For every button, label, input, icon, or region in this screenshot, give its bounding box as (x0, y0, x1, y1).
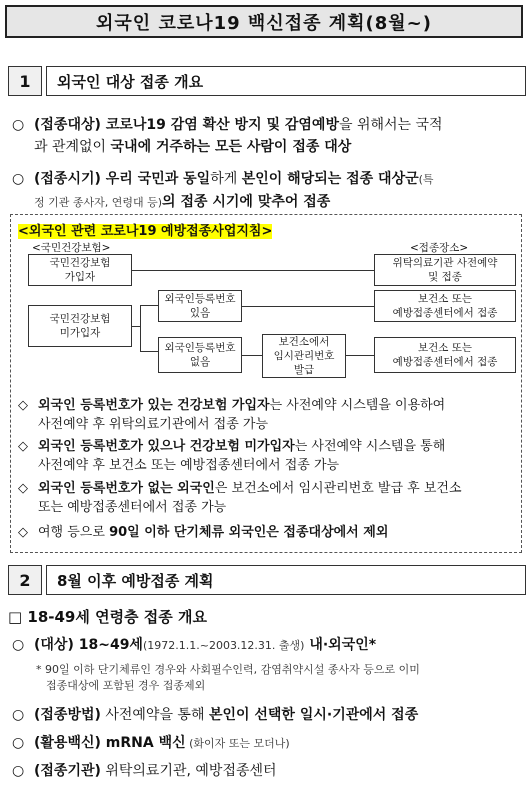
diamond-bullet-icon: ◇ (18, 439, 28, 454)
b2-mid: 사전예약을 통해 (100, 707, 209, 723)
section2-number (8, 565, 42, 595)
note-insured-bold: 외국인 등록번호가 있는 건강보험 가입자 (38, 398, 270, 413)
sub-title-18-49 (8, 606, 207, 627)
bullet-timing-tail: 하게 (210, 171, 242, 187)
bullet-timing-line2bold: 의 접종 시기에 맞추어 접종 (162, 194, 331, 210)
connector-branch (140, 305, 141, 351)
note-no-reg-bold: 외국인 등록번호가 없는 외국인 (38, 481, 215, 496)
bullet-target-line2b: 국내에 거주하는 모든 사람이 접종 대상 (110, 139, 352, 155)
b4-head: (접종기관) (34, 763, 101, 779)
section1-number (8, 66, 42, 96)
circle-bullet-icon: ○ (12, 735, 25, 751)
node-place-center2: 보건소 또는 예방접종센터에서 접종 (374, 337, 516, 373)
note-uninsured-line2: 사전예약 후 보건소 또는 예방접종센터에서 접종 가능 (38, 458, 340, 473)
note-no-reg-rest: 은 보건소에서 임시관리번호 발급 후 보건소 (214, 481, 462, 496)
note-uninsured (18, 437, 523, 475)
diagram-left-header-text: <국민건강보험> (32, 242, 111, 254)
section2-title-text: 8월 이후 예방접종 계획 (57, 571, 214, 590)
b4-rest: 위탁의료기관, 예방접종센터 (100, 763, 277, 779)
b2-head: (접종방법) (34, 707, 101, 723)
b1-bold: 18~49세 (73, 637, 143, 653)
bullet-institution (12, 760, 527, 782)
bullet-target-mid: 코로나19 감염 확산 방지 및 감염예방 (100, 117, 339, 133)
bullet-target-line2a: 과 관계없이 (34, 139, 111, 155)
b1-head: (대상) (34, 637, 74, 653)
section1-title (46, 66, 526, 96)
connector-has-registration (242, 306, 374, 307)
b3-head: (활용백신) (34, 735, 101, 751)
bullet-timing-small: (특 (418, 173, 434, 186)
connector-no-registration (242, 355, 262, 356)
diagram-left-header (32, 240, 110, 255)
bullet-timing (12, 168, 527, 214)
b1-footnote (36, 662, 526, 694)
connector-insured (132, 270, 374, 271)
section1-title-text: 외국인 대상 접종 개요 (57, 72, 204, 91)
guide-title-text: <외국인 관련 코로나19 예방접종사업지침> (18, 224, 273, 239)
note-uninsured-rest: 는 사전예약 시스템을 통해 (294, 439, 446, 454)
circle-bullet-icon: ○ (12, 763, 25, 779)
node-temp-number: 보건소에서 임시관리번호 발급 (262, 334, 346, 378)
page-title (5, 5, 523, 38)
b3-bold: mRNA 백신 (100, 735, 186, 751)
page-title-text: 외국인 코로나19 백신접종 계획(8월~) (96, 12, 432, 34)
b1-note1: * 90일 이하 단기체류인 경우와 사회필수인력, 감염취약시설 종사자 등으로 이미 (36, 663, 420, 676)
b2-bold: 본인이 선택한 일시·기관에서 접종 (208, 707, 419, 723)
connector-temp-number (346, 355, 374, 356)
node-place-center1: 보건소 또는 예방접종센터에서 접종 (374, 290, 516, 322)
node-uninsured: 국민건강보험 미가입자 (28, 305, 132, 347)
bullet-target-age (12, 634, 527, 657)
connector-branch-top (140, 305, 158, 306)
diamond-bullet-icon: ◇ (18, 398, 28, 413)
guide-title (18, 220, 272, 239)
note-insured-rest: 는 사전예약 시스템을 이용하여 (269, 398, 446, 413)
node-no-registration: 외국인등록번호 없음 (158, 337, 242, 373)
node-insured: 국민건강보험 가입자 (28, 254, 132, 286)
note-short-stay (18, 523, 523, 542)
bullet-timing-mid: 우리 국민과 동일 (100, 171, 211, 187)
note-insured-line2: 사전예약 후 위탁의료기관에서 접종 가능 (38, 417, 269, 432)
b1-small: (1972.1.1.~2003.12.31. 출생) (142, 639, 305, 652)
circle-bullet-icon: ○ (12, 171, 25, 187)
diamond-bullet-icon: ◇ (18, 525, 28, 540)
note-short-stay-a: 여행 등으로 (38, 525, 110, 540)
bullet-target-head: (접종대상) (34, 117, 101, 133)
circle-bullet-icon: ○ (12, 637, 25, 653)
note-short-stay-b: 90일 이하 단기체류 외국인은 접종대상에서 제외 (109, 525, 389, 540)
bullet-timing-bold: 본인이 해당되는 접종 대상군 (241, 171, 419, 187)
bullet-timing-head: (접종시기) (34, 171, 101, 187)
node-place-consigned: 위탁의료기관 사전예약 및 접종 (374, 254, 516, 286)
note-uninsured-bold: 외국인 등록번호가 있으나 건강보험 미가입자 (38, 439, 295, 454)
section2-title (46, 565, 526, 595)
bullet-method (12, 704, 527, 726)
section1-number-text: 1 (19, 71, 31, 91)
diagram-right-header-text: <접종장소> (410, 242, 469, 254)
bullet-target (12, 114, 524, 158)
section2-number-text: 2 (19, 570, 31, 590)
note-no-registration (18, 479, 523, 517)
note-no-reg-line2: 또는 예방접종센터에서 접종 가능 (38, 500, 227, 515)
diagram-right-header (410, 240, 468, 255)
diamond-bullet-icon: ◇ (18, 481, 28, 496)
bullet-vaccine (12, 732, 527, 755)
circle-bullet-icon: ○ (12, 117, 25, 133)
b1-note2: 접종대상에 포함된 경우 접종제외 (46, 679, 206, 692)
bullet-target-tail: 을 위해서는 국적 (338, 117, 443, 133)
b3-small: (화이자 또는 모더나) (185, 737, 290, 750)
connector-uninsured (132, 326, 140, 327)
circle-bullet-icon: ○ (12, 707, 25, 723)
node-has-registration: 외국인등록번호 있음 (158, 290, 242, 322)
note-insured (18, 396, 523, 434)
bullet-timing-line2small: 정 기관 종사자, 연령대 등) (34, 196, 163, 209)
b1-tail: 내·외국인* (304, 637, 377, 653)
connector-branch-bottom (140, 351, 158, 352)
sub-title-18-49-text: □ 18-49세 연령층 접종 개요 (8, 608, 207, 626)
